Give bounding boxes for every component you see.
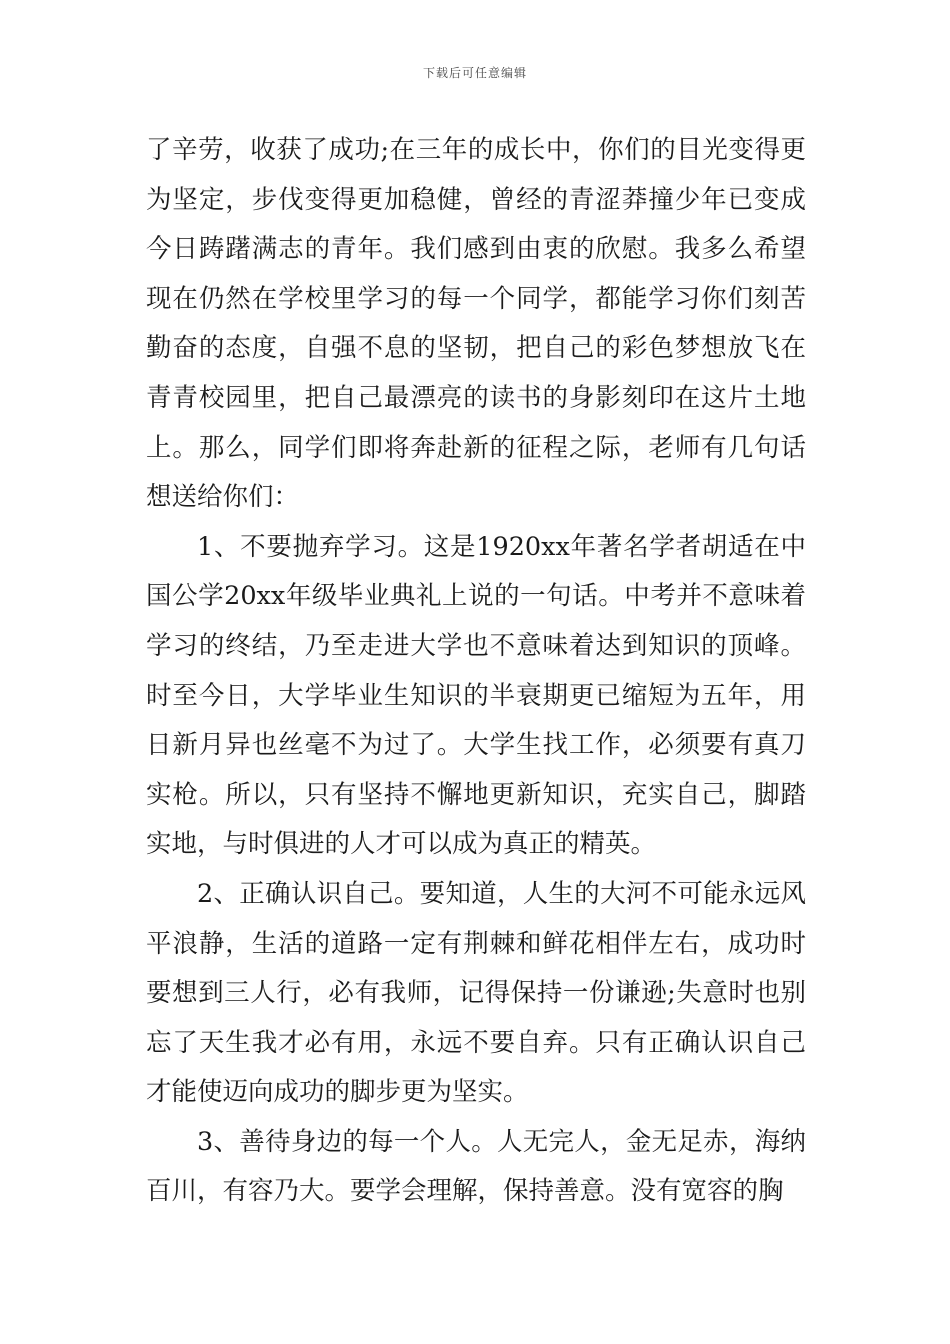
paragraph-continuation: 了辛劳，收获了成功;在三年的成长中，你们的目光变得更为坚定，步伐变得更加稳健，曾经的青涩莽撞少年已变成今日踌躇满志的青年。我们感到由衷的欣慰。我多么希望现在仍然在学校里学习的每一个同学，都能学习你们刻苦勤奋的态度，自强不息的坚韧，把自己的彩色梦想放飞在青青校园里，把自己最漂亮的读书的身影刻印在这片土地上。那么，同学们即将奔赴新的征程之际，老师有几句话想送给你们： xyxy=(146,135,806,513)
paragraph-point-1: 1、不要抛弃学习。这是1920xx年著名学者胡适在中国公学20xx年级毕业典礼上说的一句话。中考并不意味着学习的终结，乃至走进大学也不意味着达到知识的顶峰。时至今日，大学毕业生知识的半衰期更已缩短为五年，用日新月异也丝毫不为过了。大学生找工作，必须要有真刀实枪。所以，只有坚持不懈地更新知识，充实自己，脚踏实地，与时俱进的人才可以成为真正的精英。 xyxy=(146,531,806,860)
document-body xyxy=(146,126,806,1217)
page-header: 下载后可任意编辑 xyxy=(422,66,527,80)
paragraph-point-2: 2、正确认识自己。要知道，人生的大河不可能永远风平浪静，生活的道路一定有荆棘和鲜花相伴左右，成功时要想到三人行，必有我师，记得保持一份谦逊;失意时也别忘了天生我才必有用，永远不要自弃。只有正确认识自己才能使迈向成功的脚步更为坚实。 xyxy=(146,878,806,1108)
paragraph-point-3: 3、善待身边的每一个人。人无完人，金无足赤，海纳百川，有容乃大。要学会理解，保持善意。没有宽容的胸 xyxy=(146,1126,806,1207)
